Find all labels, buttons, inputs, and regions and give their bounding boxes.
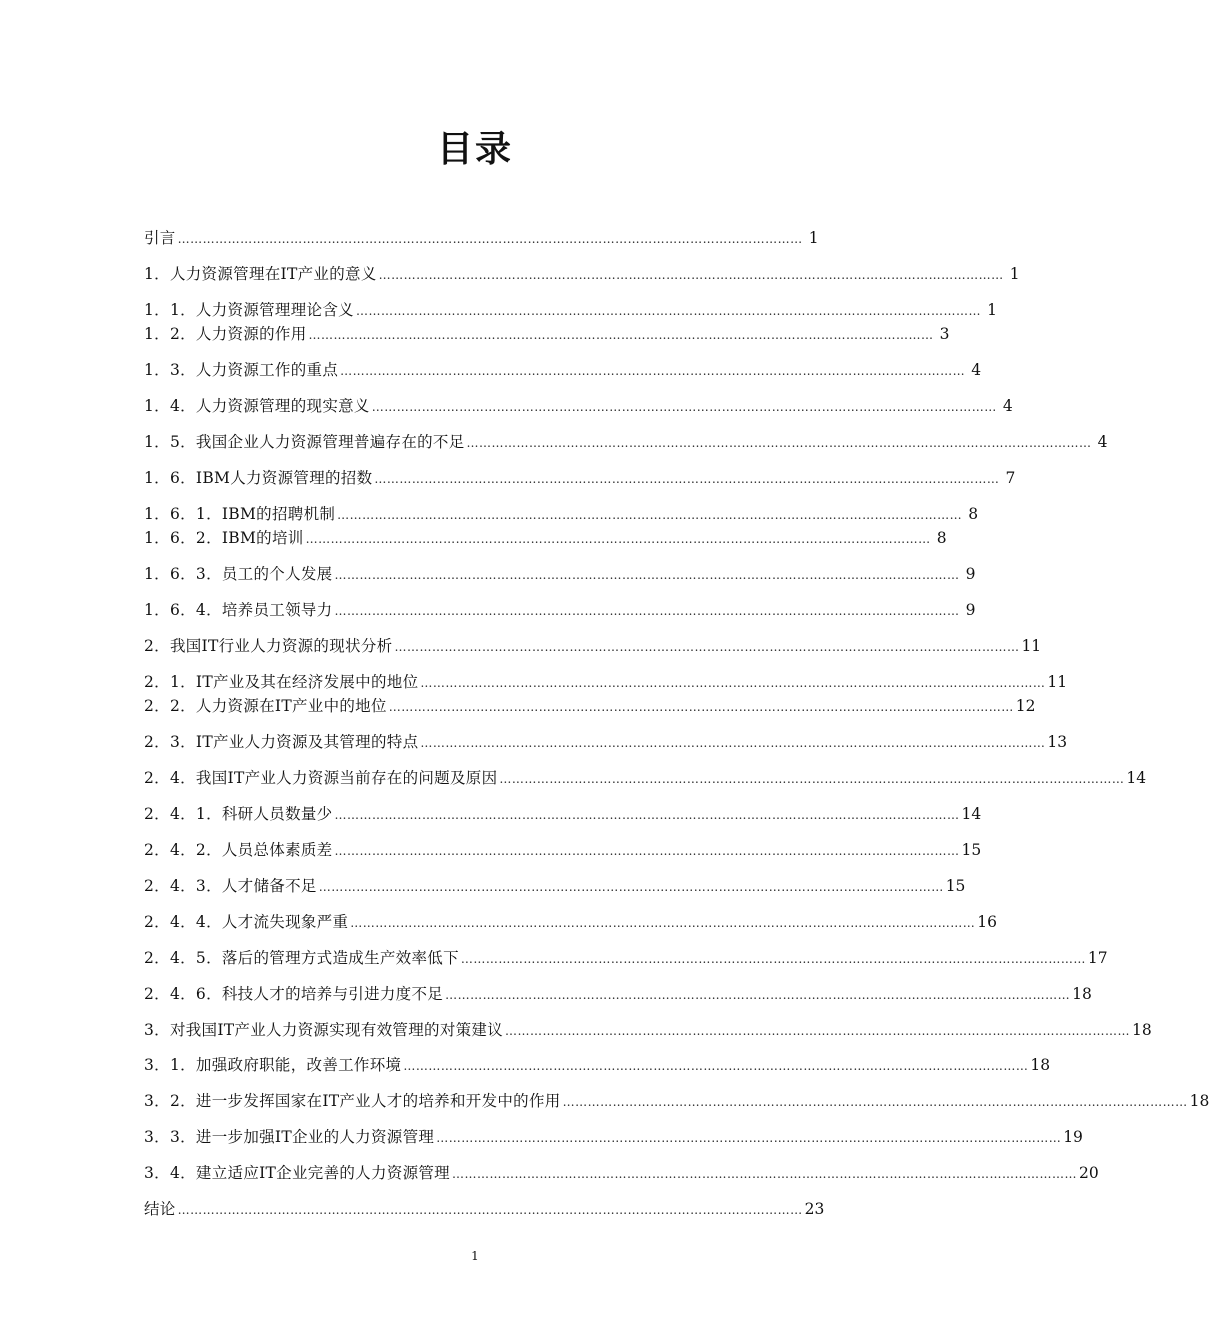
toc-entry-label: 3．1．加强政府职能，改善工作环境: [144, 1056, 402, 1074]
toc-entry-label: 1．6．1．IBM的招聘机制: [144, 505, 336, 523]
toc-entry-label: 2．我国IT行业人力资源的现状分析: [144, 637, 393, 655]
toc-dot-leader: ……………………………………………………………………………………………………………………………………: [334, 604, 960, 618]
toc-entry-page-number: 8: [936, 529, 947, 547]
toc-entry-page-number: 1: [987, 301, 997, 319]
toc-dot-leader: ……………………………………………………………………………………………………………………………………: [499, 772, 1125, 786]
toc-entry-page-number: 14: [961, 805, 982, 823]
toc-entry[interactable]: [144, 910, 998, 934]
toc-entry-label: 结论: [144, 1200, 176, 1218]
toc-dot-leader: ……………………………………………………………………………………………………………………………………: [436, 1131, 1062, 1145]
toc-entry-page-number: 14: [1126, 769, 1147, 787]
toc-entry-page-number: 9: [965, 565, 976, 583]
toc-entry-label: 3．4．建立适应IT企业完善的人力资源管理: [144, 1164, 450, 1182]
toc-entry[interactable]: [144, 298, 997, 322]
toc-entry-label: 2．4．2．人员总体素质差: [144, 841, 333, 859]
toc-entry[interactable]: [144, 694, 1036, 718]
toc-dot-leader: ……………………………………………………………………………………………………………………………………: [420, 676, 1046, 690]
toc-entry[interactable]: [144, 430, 1108, 454]
toc-entry[interactable]: [144, 946, 1108, 970]
toc-entry-label: 2．4．5．落后的管理方式造成生产效率低下: [144, 949, 459, 967]
toc-dot-leader: ……………………………………………………………………………………………………………………………………: [334, 808, 960, 822]
toc-dot-leader: ……………………………………………………………………………………………………………………………………: [374, 472, 1000, 486]
toc-entry-page-number: 18: [1132, 1021, 1152, 1039]
toc-entry-label: 1．2．人力资源的作用: [144, 325, 307, 343]
toc-entry[interactable]: [144, 1053, 1051, 1077]
toc-entry[interactable]: [144, 670, 1068, 694]
toc-entry-page-number: 9: [965, 601, 976, 619]
toc-dot-leader: ……………………………………………………………………………………………………………………………………: [340, 364, 966, 378]
toc-entry[interactable]: [144, 466, 1016, 490]
toc-entry-label: 2．4．我国IT产业人力资源当前存在的问题及原因: [144, 769, 498, 787]
toc-entry-label: 3．对我国IT产业人力资源实现有效管理的对策建议: [144, 1021, 504, 1039]
toc-entry[interactable]: [144, 634, 1042, 658]
toc-entry[interactable]: [144, 502, 979, 526]
toc-entry-label: 1．6．IBM人力资源管理的招数: [144, 469, 373, 487]
toc-dot-leader: ……………………………………………………………………………………………………………………………………: [308, 328, 934, 342]
toc-entry-label: 1．6．4．培养员工领导力: [144, 601, 333, 619]
toc-entry-page-number: 17: [1087, 949, 1108, 967]
toc-entry[interactable]: [144, 1018, 1152, 1042]
toc-dot-leader: ……………………………………………………………………………………………………………………………………: [403, 1059, 1029, 1073]
toc-entry-page-number: 11: [1021, 637, 1042, 655]
toc-entry-page-number: 19: [1063, 1128, 1083, 1146]
toc-entry-label: 1．人力资源管理在IT产业的意义: [144, 265, 377, 283]
toc-entry-label: 1．4．人力资源管理的现实意义: [144, 397, 370, 415]
toc-entry-page-number: 1: [808, 229, 819, 247]
toc-entry-label: 2．4．4．人才流失现象严重: [144, 913, 349, 931]
toc-entry-page-number: 12: [1015, 697, 1036, 715]
toc-entry-page-number: 16: [977, 913, 998, 931]
toc-dot-leader: ……………………………………………………………………………………………………………………………………: [177, 1203, 803, 1217]
toc-dot-leader: ……………………………………………………………………………………………………………………………………: [334, 844, 960, 858]
toc-dot-leader: ……………………………………………………………………………………………………………………………………: [355, 304, 981, 318]
toc-entry[interactable]: [144, 982, 1092, 1006]
toc-dot-leader: ……………………………………………………………………………………………………………………………………: [452, 1167, 1077, 1181]
toc-dot-leader: ……………………………………………………………………………………………………………………………………: [318, 880, 944, 894]
toc-entry-page-number: 1: [1009, 265, 1020, 283]
toc-entry-label: 1．6．2．IBM的培训: [144, 529, 304, 547]
toc-entry-label: 2．4．3．人才储备不足: [144, 877, 317, 895]
toc-entry-page-number: 23: [804, 1200, 825, 1218]
toc-entry-label: 3．2．进一步发挥国家在IT产业人才的培养和开发中的作用: [144, 1092, 561, 1110]
toc-entry-label: 2．1．IT产业及其在经济发展中的地位: [144, 673, 419, 691]
toc-entry-label: 2．4．1．科研人员数量少: [144, 805, 333, 823]
toc-entry[interactable]: [144, 562, 976, 586]
toc-entry-label: 2．4．6．科技人才的培养与引进力度不足: [144, 985, 444, 1003]
toc-entry[interactable]: [144, 226, 819, 250]
toc-entry[interactable]: [144, 802, 982, 826]
toc-entry[interactable]: [144, 394, 1013, 418]
toc-dot-leader: ……………………………………………………………………………………………………………………………………: [562, 1095, 1188, 1109]
toc-entry-label: 1．5．我国企业人力资源管理普遍存在的不足: [144, 433, 465, 451]
toc-entry[interactable]: [144, 766, 1147, 790]
toc-entry-label: 1．1．人力资源管理理论含义: [144, 301, 354, 319]
toc-entry-page-number: 4: [1097, 433, 1108, 451]
toc-dot-leader: ……………………………………………………………………………………………………………………………………: [505, 1024, 1131, 1038]
toc-dot-leader: ……………………………………………………………………………………………………………………………………: [388, 700, 1014, 714]
toc-entry-label: 引言: [144, 229, 176, 247]
toc-entry-page-number: 18: [1030, 1056, 1051, 1074]
toc-entry[interactable]: [144, 322, 950, 346]
toc-entry[interactable]: [144, 838, 982, 862]
toc-entry-label: 1．3．人力资源工作的重点: [144, 361, 339, 379]
page-title: 目录: [436, 129, 513, 170]
toc-dot-leader: ……………………………………………………………………………………………………………………………………: [420, 736, 1046, 750]
toc-dot-leader: ……………………………………………………………………………………………………………………………………: [371, 400, 997, 414]
toc-entry-page-number: 8: [968, 505, 979, 523]
toc-entry[interactable]: [144, 1125, 1083, 1149]
toc-entry[interactable]: [144, 358, 982, 382]
toc-dot-leader: ……………………………………………………………………………………………………………………………………: [334, 568, 960, 582]
toc-entry[interactable]: [144, 874, 966, 898]
toc-entry-page-number: 11: [1047, 673, 1068, 691]
toc-entry-page-number: 15: [945, 877, 966, 895]
toc-dot-leader: ……………………………………………………………………………………………………………………………………: [305, 532, 931, 546]
toc-entry[interactable]: [144, 1089, 1209, 1113]
toc-entry-page-number: 15: [961, 841, 982, 859]
toc-entry-page-number: 18: [1189, 1092, 1209, 1110]
toc-dot-leader: ……………………………………………………………………………………………………………………………………: [466, 436, 1092, 450]
toc-entry[interactable]: [144, 1161, 1099, 1185]
toc-entry-page-number: 18: [1072, 985, 1092, 1003]
toc-dot-leader: ……………………………………………………………………………………………………………………………………: [378, 268, 1004, 282]
toc-dot-leader: ……………………………………………………………………………………………………………………………………: [350, 916, 976, 930]
toc-entry[interactable]: [144, 526, 947, 550]
toc-entry-label: 1．6．3．员工的个人发展: [144, 565, 333, 583]
toc-entry-page-number: 7: [1005, 469, 1016, 487]
toc-entry-label: 2．3．IT产业人力资源及其管理的特点: [144, 733, 419, 751]
toc-entry-page-number: 13: [1047, 733, 1068, 751]
toc-entry[interactable]: [144, 598, 976, 622]
toc-entry[interactable]: [144, 1197, 825, 1221]
toc-entry-label: 2．2．人力资源在IT产业中的地位: [144, 697, 387, 715]
toc-entry-page-number: 20: [1079, 1164, 1099, 1182]
toc-dot-leader: ……………………………………………………………………………………………………………………………………: [445, 988, 1071, 1002]
toc-entry-page-number: 3: [939, 325, 950, 343]
toc-dot-leader: ……………………………………………………………………………………………………………………………………: [394, 640, 1020, 654]
toc-dot-leader: ……………………………………………………………………………………………………………………………………: [337, 508, 963, 522]
toc-dot-leader: ……………………………………………………………………………………………………………………………………: [460, 952, 1086, 966]
toc-entry-page-number: 4: [1002, 397, 1013, 415]
toc-entry-page-number: 4: [971, 361, 982, 379]
toc-dot-leader: ……………………………………………………………………………………………………………………………………: [177, 232, 803, 246]
toc-entry[interactable]: [144, 730, 1068, 754]
toc-entry[interactable]: [144, 262, 1020, 286]
footer-page-number: 1: [471, 1249, 479, 1263]
toc-entry-label: 3．3．进一步加强IT企业的人力资源管理: [144, 1128, 435, 1146]
